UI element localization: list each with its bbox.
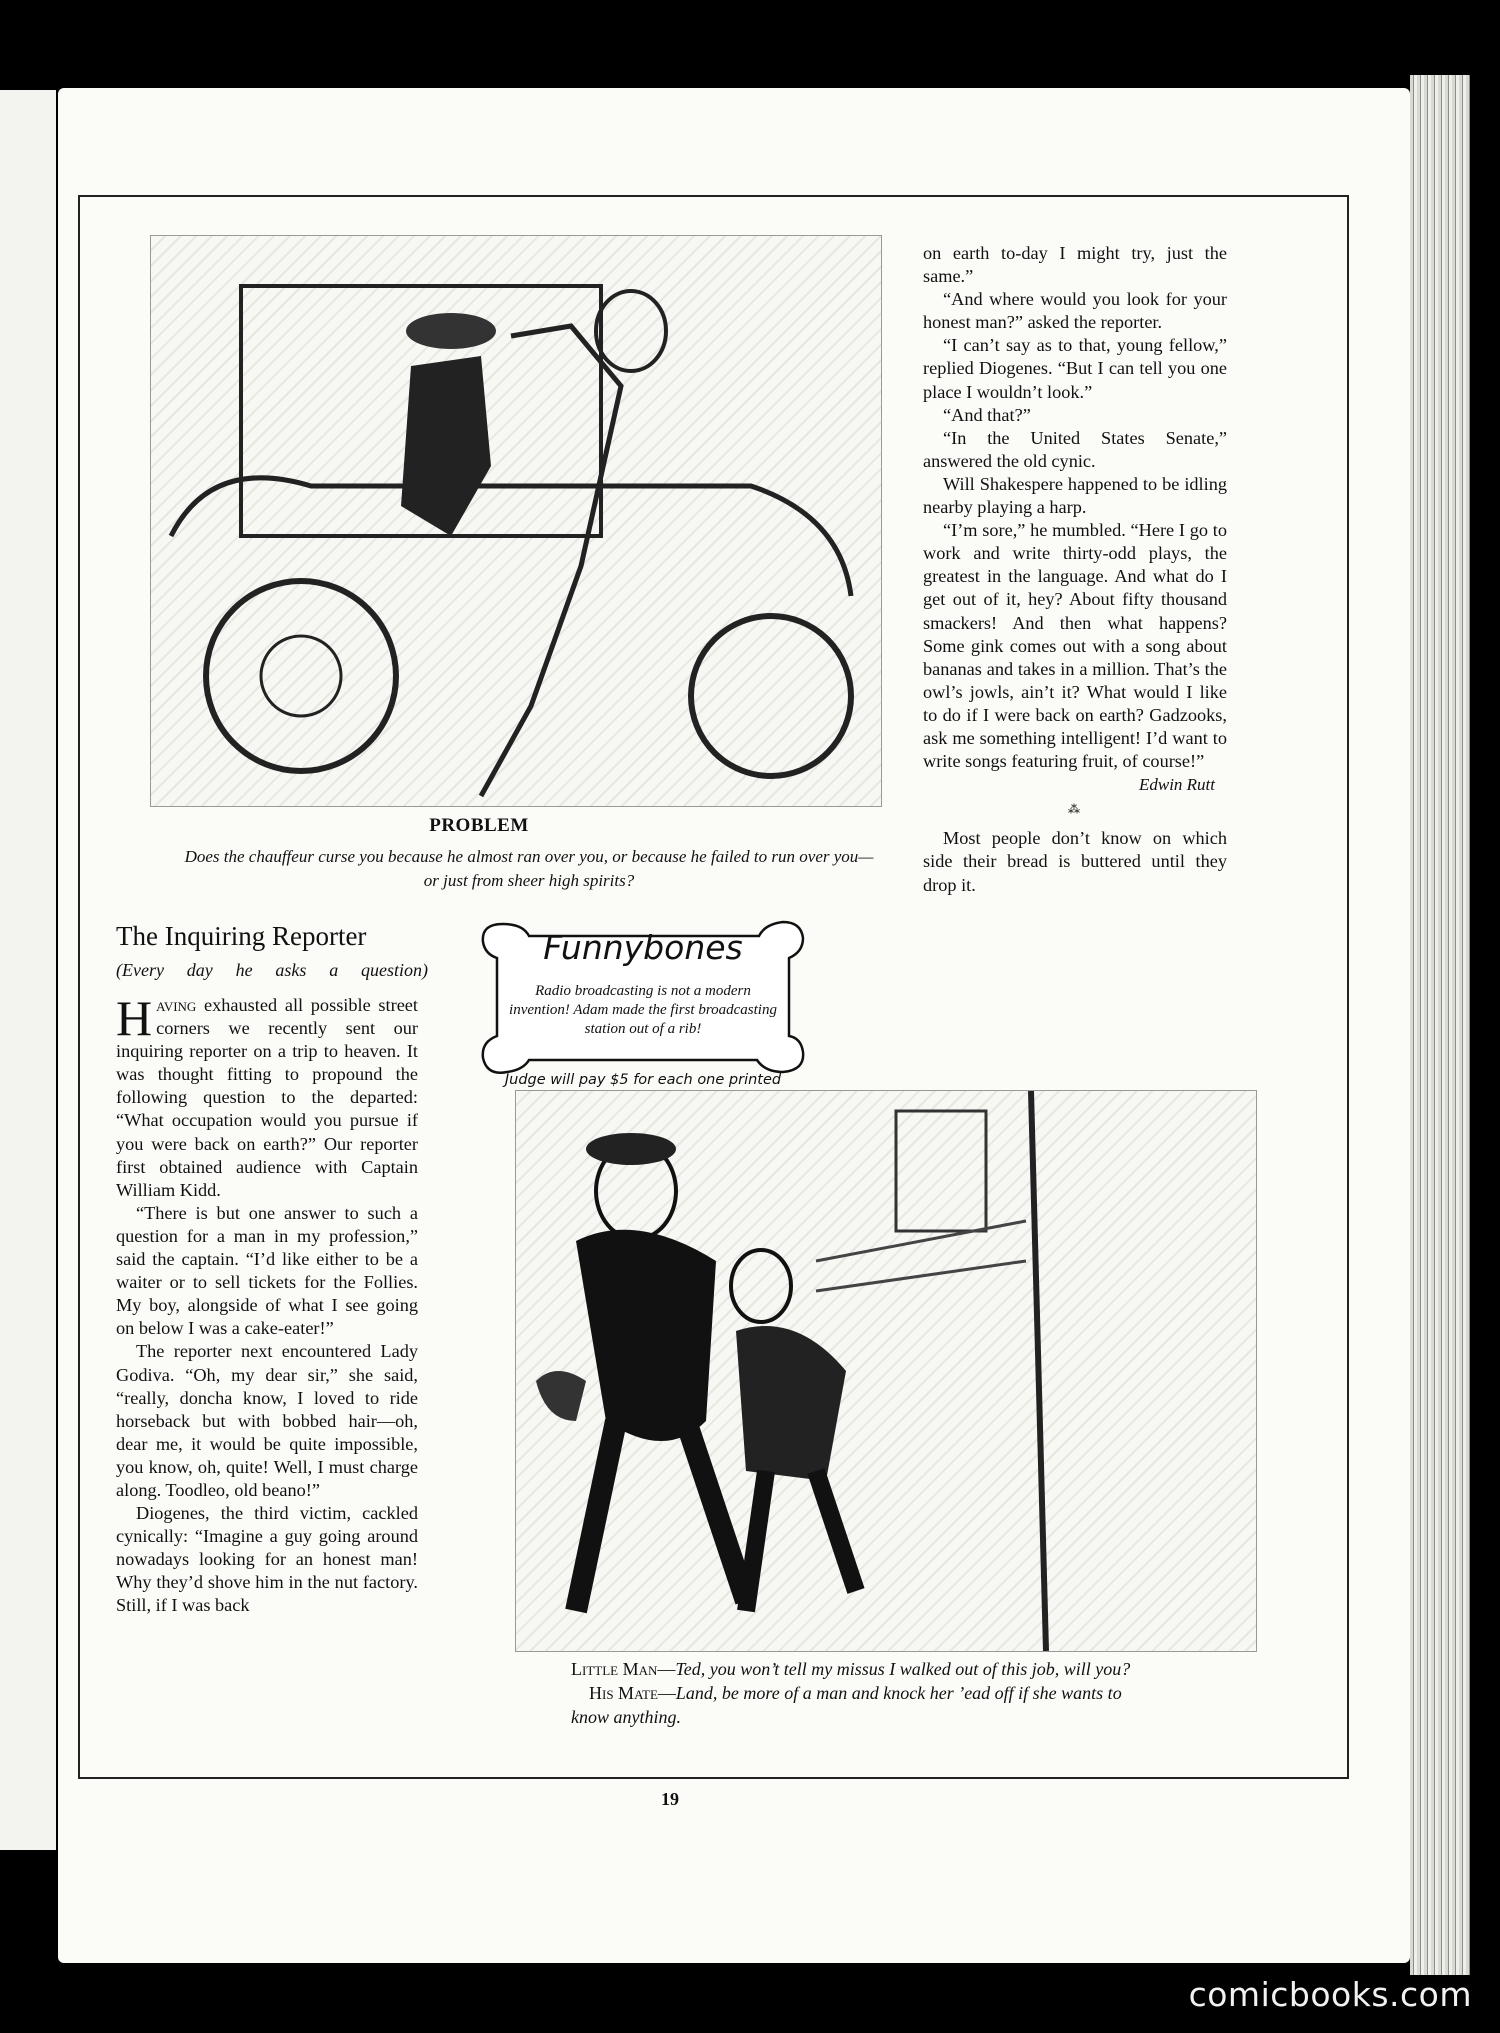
speaker-name: Little Man (571, 1659, 658, 1679)
byline: Edwin Rutt (1138, 775, 1215, 795)
article-paragraph-text: exhausted all possible street corners we recently sent our inquiring reporter on a trip to heaven. It was thought fitting to propound the following question to the departed: “What occupation would you pursue if you were back on earth?” Our reporter first obtained audience with Captain William Kidd. (116, 995, 418, 1200)
filler-joke: Most people don’t know on which side their bread is buttered until they drop it. (923, 828, 1227, 895)
dialog-text: Land, be more of a man and knock her ’ead off if she wants to know anything. (571, 1683, 1122, 1727)
funnybones-box (473, 912, 813, 1092)
dialog-line (571, 1681, 1131, 1729)
article-paragraph: “I’m sore,” he mumbled. “Here I go to work and write thirty-odd plays, the greatest in the language. And what do I get out of it, hey? About fifty thousand smackers! And then what happens? Some gink comes out with a song about bananas and takes in a million. That’s the owl’s jowls, ain’t it? What would I like to do if I were back on earth? Gadzooks, ask me something intelligent! I’d want to write songs featuring fruit, of course!” (923, 520, 1227, 772)
article-paragraph: on earth to-day I might try, just the same.” (923, 243, 1227, 287)
dialog-dash: — (657, 1683, 676, 1703)
previous-page-edge (0, 90, 56, 1850)
drop-cap: H (116, 990, 153, 1046)
speaker-name: His Mate (589, 1683, 658, 1703)
article-paragraph: Diogenes, the third victim, cackled cynically: “Imagine a guy going around nowadays looking for an honest man! Why they’d shove him in the nut factory. Still, if I was back (116, 1503, 418, 1616)
funnybones-footer: Judge will pay $5 for each one printed (504, 1072, 782, 1088)
funnybones-joke: Radio broadcasting is not a modern invention! Adam made the first broadcasting station out of a rib! (509, 983, 777, 1037)
article-paragraph (116, 990, 418, 1202)
article-right-column (923, 242, 1227, 897)
dialog-text: Ted, you won’t tell my missus I walked out of this job, will you? (675, 1659, 1131, 1679)
article-paragraph: “I can’t say as to that, young fellow,” replied Diogenes. “But I can tell you one place I wouldn’t look.” (923, 335, 1227, 402)
article-paragraph: “In the United States Senate,” answered the old cynic. (923, 427, 1227, 471)
article-paragraph: The reporter next encountered Lady Godiva. “Oh, my dear sir,” she said, “really, doncha know, I loved to ride horseback but with bobbed hair—oh, dear me, it would be quite impossible, you know, oh, quite! Well, I must charge along. Toodleo, old beano!” (116, 1341, 418, 1500)
funnybones-title: Funnybones (543, 928, 743, 967)
article-subtitle: (Every day he asks a question) (116, 960, 428, 980)
workers-cartoon-illustration (515, 1090, 1257, 1652)
workers-cartoon-caption (571, 1657, 1131, 1729)
dialog-dash: — (657, 1659, 676, 1679)
article-left-column (116, 990, 418, 1618)
page-number: 19 (661, 1789, 679, 1809)
article-paragraph: Will Shakespere happened to be idling nearby playing a harp. (923, 473, 1227, 518)
problem-caption-title: PROBLEM (429, 815, 529, 836)
problem-cartoon-illustration (150, 235, 882, 807)
book-page-edges (1410, 75, 1470, 1975)
article-paragraph: “And that?” (943, 404, 1031, 425)
article-paragraph: “There is but one answer to such a question for a man in my profession,” said the captain. “I’d like either to be a waiter or to sell tickets for the Follies. My boy, alongside of what I see going on below I was a cake-eater!” (116, 1202, 418, 1339)
article-paragraph: “And where would you look for your honest man?” asked the reporter. (923, 289, 1227, 333)
article-title: The Inquiring Reporter (116, 921, 367, 951)
first-word-smallcaps: aving (156, 995, 197, 1015)
problem-caption-text: Does the chauffeur curse you because he almost ran over you, or because he failed to run over you—or just from sheer high spirits? (184, 847, 874, 890)
site-watermark: comicbooks.com (1188, 1975, 1472, 2014)
section-separator: ⁂ (1068, 802, 1082, 817)
dialog-line (571, 1657, 1131, 1681)
